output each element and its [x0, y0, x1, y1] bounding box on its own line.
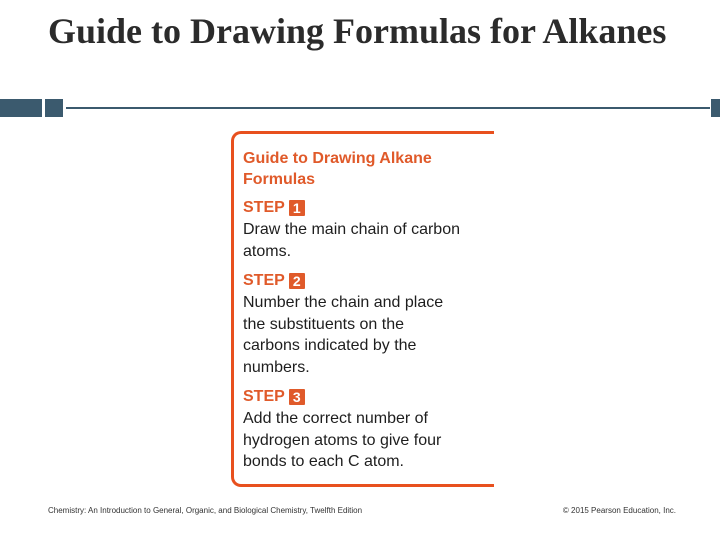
title-rule-line [66, 107, 710, 109]
step-1-number-badge: 1 [289, 200, 305, 216]
title-rule-block-left [0, 99, 42, 117]
step-1-text: Draw the main chain of carbon atoms. [243, 221, 460, 260]
slide-title: Guide to Drawing Formulas for Alkanes [48, 11, 667, 51]
step-2-heading [243, 271, 497, 291]
footer-copyright: © 2015 Pearson Education, Inc. [562, 506, 676, 515]
step-2-number-badge: 2 [289, 273, 305, 289]
guide-card-title: Guide to Drawing Alkane Formulas [243, 150, 432, 188]
guide-card-content [243, 148, 497, 482]
footer-book-title: Chemistry: An Introduction to General, Organic, and Biological Chemistry, Twelfth Edition [48, 506, 363, 515]
step-3-text: Add the correct number of hydrogen atoms to give four bonds to each C atom. [243, 410, 442, 470]
step-1-heading [243, 198, 497, 218]
step-1-label: STEP [243, 199, 285, 216]
step-2-label: STEP [243, 272, 285, 289]
step-3-heading [243, 387, 497, 407]
guide-card [231, 131, 494, 487]
step-3-label: STEP [243, 388, 285, 405]
title-rule-block-small [45, 99, 63, 117]
title-rule-block-right [711, 99, 720, 117]
step-3-number-badge: 3 [289, 389, 305, 405]
step-2-text: Number the chain and place the substituents on the carbons indicated by the numbers. [243, 294, 444, 376]
